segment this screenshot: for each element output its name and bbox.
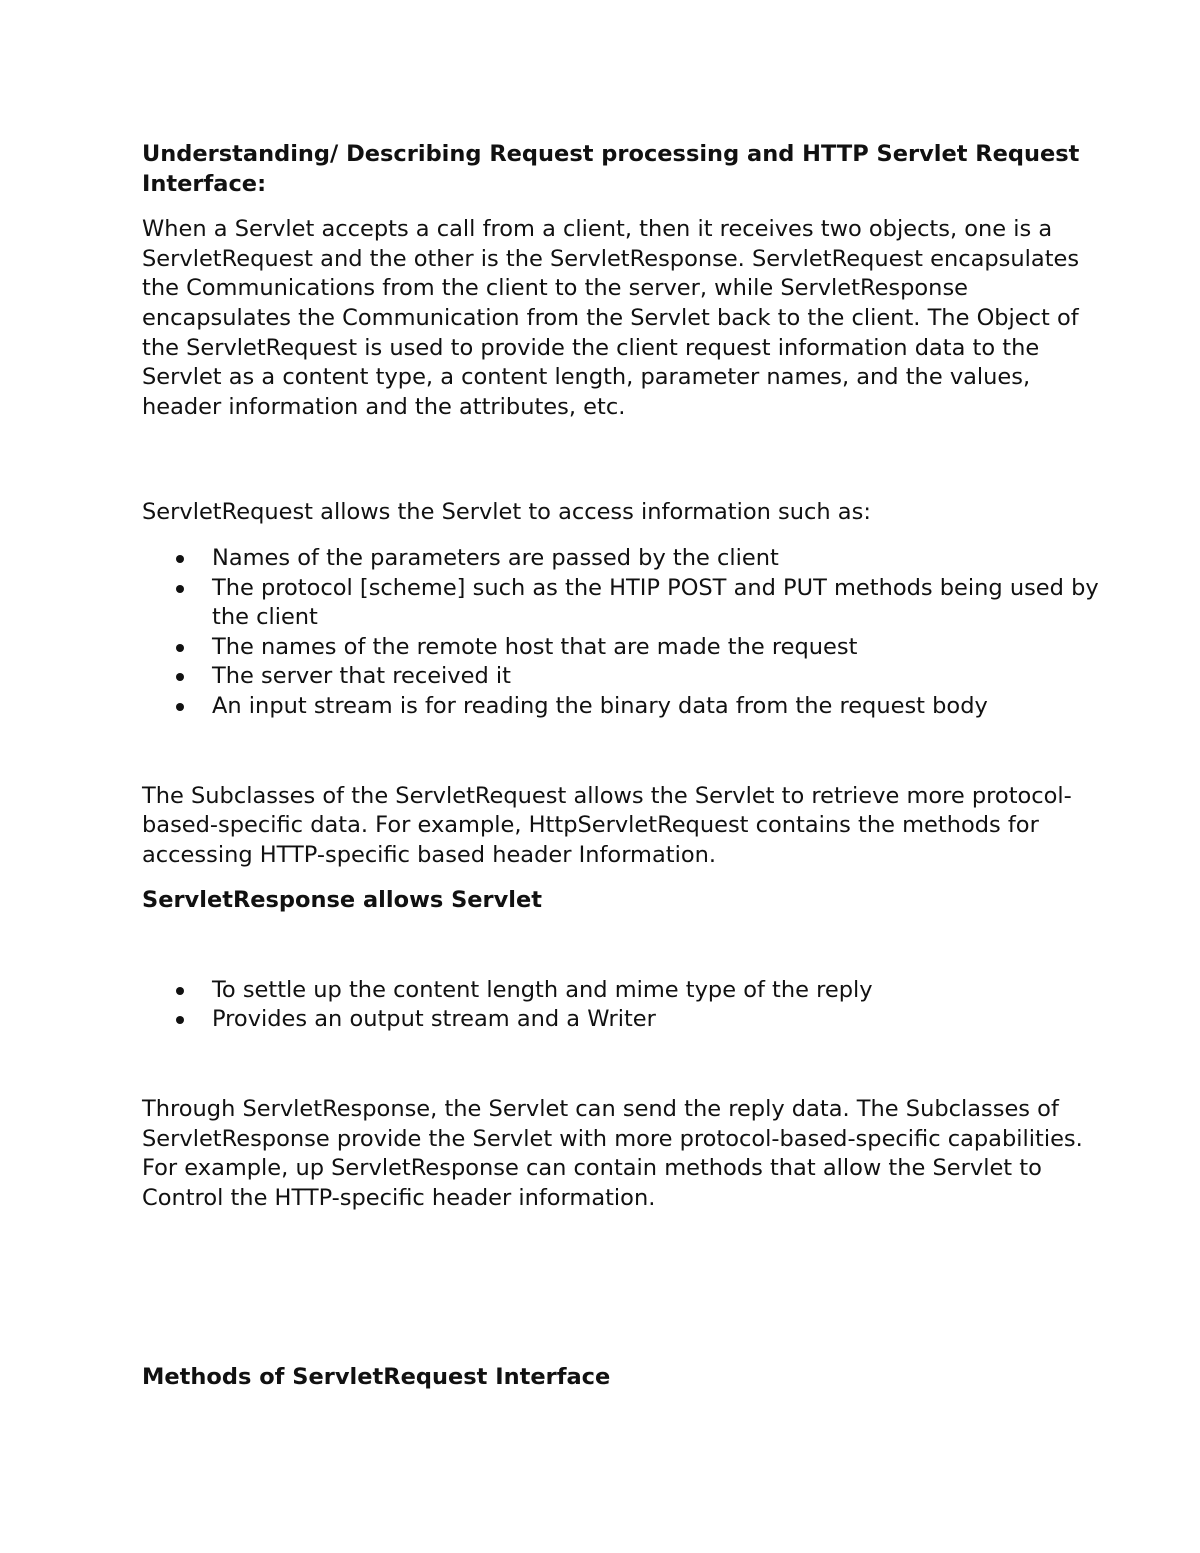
document-title bbox=[142, 140, 1102, 199]
list-item: An input stream is for reading the binary data from the request body bbox=[142, 692, 1102, 722]
response-heading: ServletResponse allows Servlet bbox=[142, 887, 543, 914]
methods-heading: Methods of ServletRequest Interface bbox=[142, 1364, 611, 1391]
list-item: Provides an output stream and a Writer bbox=[142, 1005, 1102, 1035]
list-item: The server that received it bbox=[142, 662, 1102, 692]
subclass-paragraph: The Subclasses of the ServletRequest allows the Servlet to retrieve more protocol-based-specific data. For example, HttpServletRequest contains the methods for accessing HTTP-specific based header Information. bbox=[142, 782, 1072, 868]
request-info-list bbox=[142, 544, 1102, 722]
document-title-text: Understanding/ Describing Request processing and HTTP Servlet Request Interface: bbox=[142, 141, 1080, 197]
document-body bbox=[142, 140, 1102, 1393]
request-list-intro: ServletRequest allows the Servlet to access information such as: bbox=[142, 499, 871, 526]
intro-paragraph: When a Servlet accepts a call from a client, then it receives two objects, one is a ServletRequest and the other is the ServletResponse. ServletRequest encapsulates the Communications from the client to the server, while ServletResponse encapsulates the Communication from the Servlet back to the client. The Object of the ServletRequest is used to provide the client request information data to the Servlet as a content type, a content length, parameter names, and the values, header information and the attributes, etc. bbox=[142, 216, 1080, 420]
list-item: The protocol [scheme] such as the HTIP POST and PUT methods being used by the client bbox=[142, 574, 1102, 633]
list-item: The names of the remote host that are made the request bbox=[142, 633, 1102, 663]
list-item: Names of the parameters are passed by the client bbox=[142, 544, 1102, 574]
list-item: To settle up the content length and mime type of the reply bbox=[142, 976, 1102, 1006]
response-info-list bbox=[142, 976, 1102, 1035]
response-paragraph: Through ServletResponse, the Servlet can send the reply data. The Subclasses of ServletResponse provide the Servlet with more protocol-based-specific capabilities. For example, up ServletResponse can contain methods that allow the Servlet to Control the HTTP-specific header information. bbox=[142, 1096, 1083, 1211]
